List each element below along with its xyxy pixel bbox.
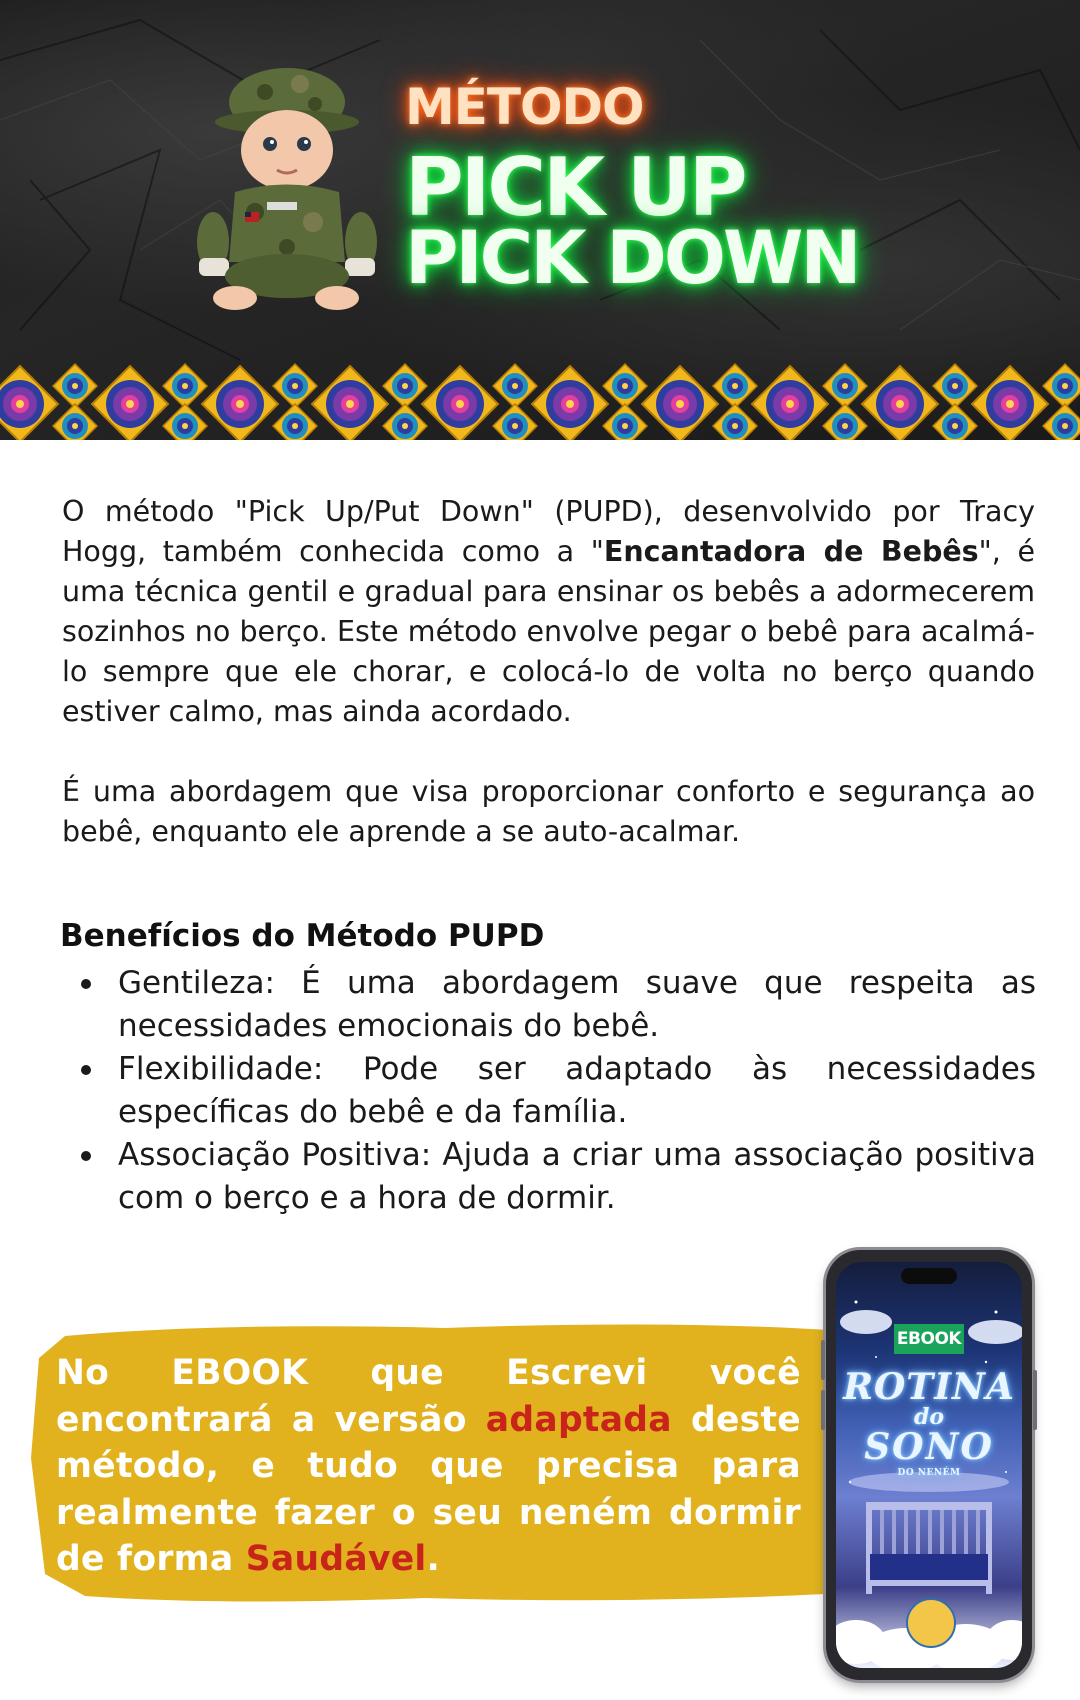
baby-soldier-illustration bbox=[195, 62, 380, 312]
ebook-cover-screen bbox=[836, 1262, 1022, 1668]
benefit-item-flexibilidade: Flexibilidade: Pode ser adaptado às necessidades específicas do bebê e da família. bbox=[118, 1048, 1036, 1134]
intro-paragraph-1 bbox=[62, 492, 1035, 732]
crib-illustration bbox=[862, 1494, 996, 1604]
benefit-item-associacao: Associação Positiva: Ajuda a criar uma associação positiva com o berço e a hora de dormir. bbox=[118, 1134, 1036, 1220]
cta-text bbox=[56, 1350, 801, 1583]
ebook-badge: EBOOK bbox=[894, 1324, 964, 1354]
phone-mockup bbox=[826, 1250, 1032, 1680]
benefits-heading: Benefícios do Método PUPD bbox=[60, 918, 545, 954]
intro-bold-term: Encantadora de Bebês bbox=[603, 535, 979, 568]
cta-highlight-adaptada: adaptada bbox=[485, 1399, 672, 1440]
phone-side-button bbox=[1033, 1370, 1037, 1430]
title-pick-up: PICK UP bbox=[405, 141, 745, 234]
book-title-rotina: ROTINA bbox=[843, 1366, 1015, 1408]
phone-notch bbox=[901, 1268, 957, 1284]
header-banner bbox=[0, 0, 1080, 440]
ornamental-border bbox=[0, 360, 1080, 440]
benefit-item-gentileza: Gentileza: É uma abordagem suave que respeita as necessidades emocionais do bebê. bbox=[118, 962, 1036, 1048]
title-metodo: MÉTODO bbox=[405, 78, 644, 136]
book-title-sono: SONO bbox=[864, 1426, 994, 1468]
phone-side-button bbox=[821, 1390, 825, 1430]
book-title-do: do bbox=[913, 1404, 945, 1430]
cta-text-period: . bbox=[426, 1539, 440, 1579]
cta-text-part2: deste método, e tudo que precisa para realmente fazer o seu neném dormir de forma bbox=[56, 1399, 801, 1579]
author-avatar bbox=[906, 1598, 956, 1648]
intro-section bbox=[62, 492, 1035, 852]
cta-highlight-saudavel: Saudável bbox=[245, 1539, 427, 1579]
intro-text-end: ", é uma técnica gentil e gradual para ensinar os bebês a adormecerem sozinhos no berço. Este método envolve pegar o bebê para acalmá-lo sempre que ele chorar, e colocá-lo de volta no berço quando estiver calmo, mas ainda acordado. bbox=[62, 535, 1035, 728]
phone-side-button bbox=[821, 1340, 825, 1380]
benefits-list bbox=[118, 962, 1036, 1220]
cta-text-part1: No EBOOK que Escrevi você encontrará a versão bbox=[56, 1353, 801, 1440]
intro-paragraph-2: É uma abordagem que visa proporcionar conforto e segurança ao bebê, enquanto ele aprende a se auto-acalmar. bbox=[62, 775, 1035, 848]
book-subtitle: DO NENÉM bbox=[897, 1468, 961, 1478]
intro-text-start: O método "Pick Up/Put Down" (PUPD), desenvolvido por Tracy Hogg, também conhecida como a " bbox=[62, 495, 1035, 568]
title-pick-down: PICK DOWN bbox=[405, 216, 859, 301]
